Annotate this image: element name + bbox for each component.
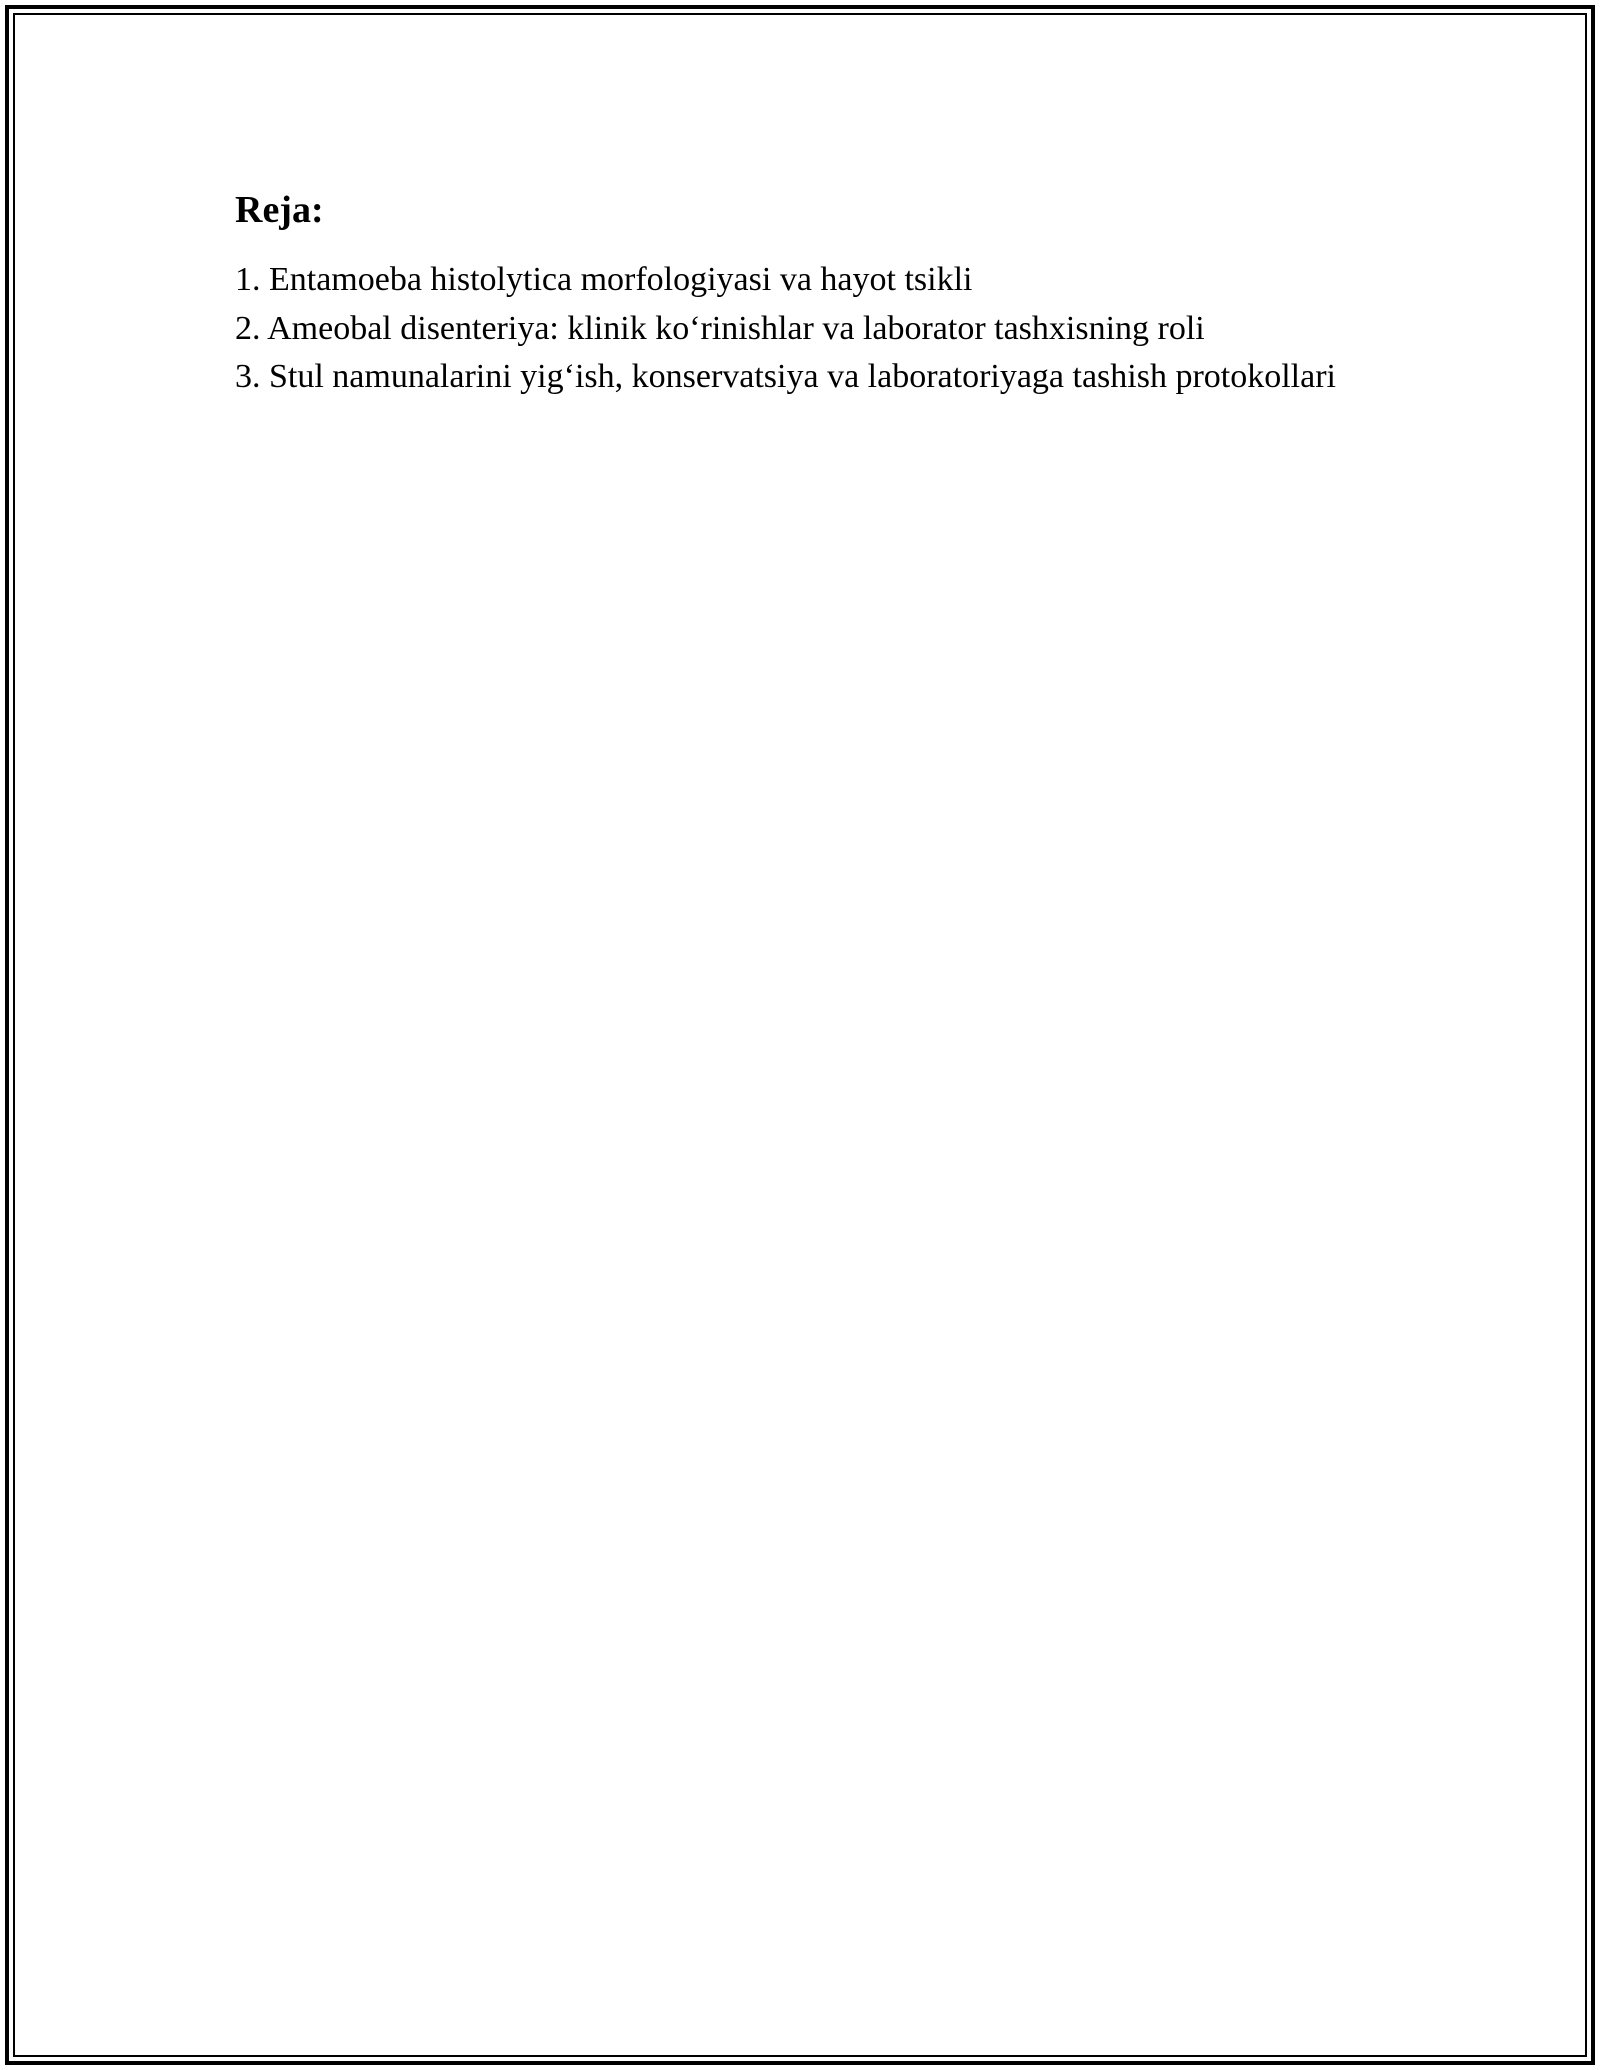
plan-item-3: 3. Stul namunalarini yig‘ish, konservatsiya va laboratoriyaga tashish protokollari xyxy=(235,358,1336,395)
plan-item-1: 1. Entamoeba histolytica morfologiyasi va hayot tsikli xyxy=(235,261,973,298)
plan-list xyxy=(235,256,1395,402)
plan-heading: Reja: xyxy=(235,189,324,231)
plan-item-2: 2. Ameobal disenteriya: klinik ko‘rinishlar va laborator tashxisning roli xyxy=(235,309,1205,347)
document-content xyxy=(235,186,1395,402)
